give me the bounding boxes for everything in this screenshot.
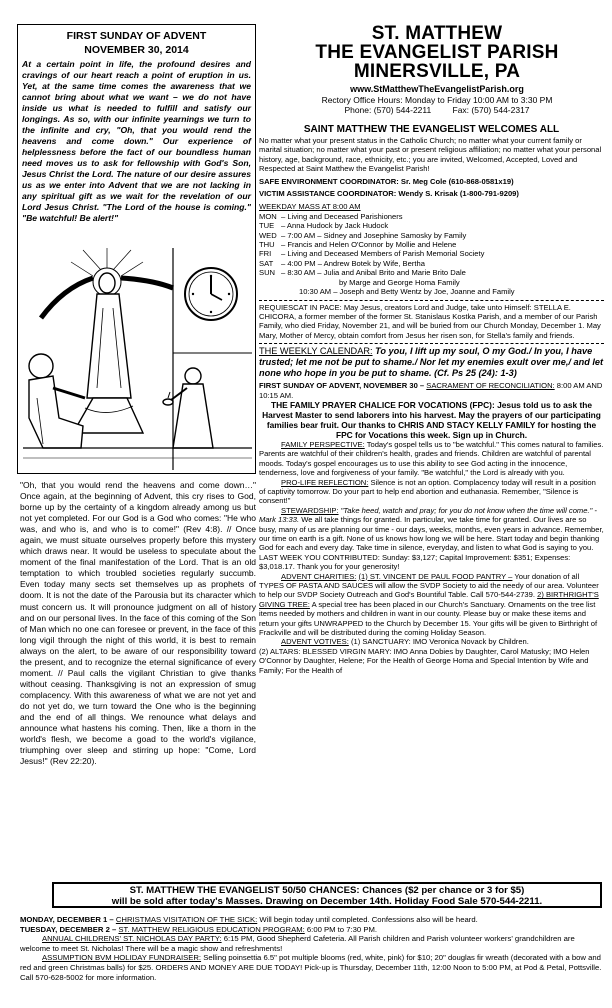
family-prayer-chalice: THE FAMILY PRAYER CHALICE FOR VOCATIONS (FPC): Jesus told us to ask the Harvest Master to send laborers into his harvest. May the prayers of our participating families bear fruit. Our thanks to CHRIS AND STACY KELLY FAMILY for hosting the FPC for Vocations this week. Sign up in Church. — [262, 399, 601, 440]
safe-environment-coordinator: SAFE ENVIRONMENT COORDINATOR: Sr. Meg Cole (610-868-0581x19) — [259, 176, 514, 186]
parish-title-line2: THE EVANGELIST PARISH — [315, 42, 559, 63]
mass-item — [259, 221, 604, 230]
mass-intention: – 4:00 PM – Andrew Botek by Wife, Bertha — [281, 258, 425, 268]
fax-number: Fax: (570) 544-2317 — [452, 105, 530, 115]
advent-reflection-box — [17, 24, 256, 474]
stewardship-text: We all take things for granted. In particular, we take time for granted. Our lives are so busy, many of us are planning our time - our days, weeks, months, even years in advance. Remember, our time on earth is a gift. None of us knows how long we will be here. Start today and begin thanking God for each and every day. Take time in silence, everyday, and listen to what God is saying to you. — [259, 515, 604, 553]
parish-title-line3: MINERSVILLE, PA — [353, 61, 521, 82]
weekly-calendar-label: THE WEEKLY CALENDAR: — [259, 346, 373, 357]
parish-title-line1: ST. MATTHEW — [371, 23, 503, 44]
mass-item — [259, 212, 604, 221]
parish-header — [272, 24, 602, 115]
mass-intention: – Living and Deceased Parishioners — [281, 211, 403, 221]
reconciliation-times: 8:00 AM AND 10:15 AM. — [259, 381, 603, 400]
fundraiser-text: Selling poinsettia 6.5" pot multiple blooms (red, white, pink) for $10; 20" douglas fir wreath (decorated with a bow and red and green Christmas balls) for $25. ORDERS AND MONEY ARE DUE TODAY! Pick-up is Thursday, December 11th, 12:00 Noon to 5:00 PM, at Pod & Petal, Pottsville. Call 570-628-5002 for more information. — [20, 953, 602, 982]
religious-education-label: ST. MATTHEW RELIGIOUS EDUCATION PROGRAM: — [118, 924, 305, 934]
jesus-returns-illustration — [23, 248, 252, 470]
advent-title — [18, 29, 255, 57]
welcome-title: SAINT MATTHEW THE EVANGELIST WELCOMES ALL — [303, 124, 560, 135]
stewardship-thanks: Thank you for your generosity! — [296, 562, 400, 572]
office-hours: Rectory Office Hours: Monday to Friday 10:00 AM to 3:30 PM — [321, 95, 553, 105]
contact-phones — [272, 105, 602, 115]
giving-tree-text: A special tree has been placed in our Church's Sanctuary. Ornaments on the tree list items needed by mothers and children in want in our county. Please buy or make these items and return your gifts UNWRAPPED to the Church by December 15. Your gifts will be given to Birthright of Frackville and will be distributed during the coming Holiday Season. — [259, 599, 598, 638]
parish-news-column — [259, 124, 604, 675]
victim-assistance-coordinator: VICTIM ASSISTANCE COORDINATOR: Wendy S. Krisak (1-800-791-9209) — [259, 189, 519, 199]
tuesday-label: TUESDAY, DECEMBER 2 – — [20, 924, 117, 934]
mass-item — [259, 268, 604, 277]
family-perspective — [259, 440, 604, 478]
mass-item — [259, 240, 604, 249]
advent-reflection-text: "Oh, that you would rend the heavens and come down…" Once again, at the beginning of Advent, this cry rises to God, borne up by the certainty of a kingdom already among us but not yet completed. For our God is a God who comes: "He who was, and who is, and who is to come!" (Rev 4:8). // Once again, we must situate ourselves properly before this mystery which draws near. It would be useless to speculate about the moment of the final manifestation of the Lord. That is an old temptation to which troubled societies regularly succumb. Even today many sects set themselves up as prophets of doom. It is not the date of the Parousia but its character which must concern us. It will pronounce judgment on all of history and on our personal lives. In the face of this coming of the Son of Man which no one can foresee or prevent, in the face of this long vigil through the night of this world, it is best to remain always on the alert, to be aware of our responsibility toward the present, and to recognize the eternal significance of every moment. // Paul calls the vigilant Christian to give thanks without ceasing. Thanksgiving is not an expression of smug complacency. With this awareness of what we are not yet and do not yet do, we turn toward the One who is the beginning and the end of all things. We renounce what delays and announce what hastens his coming. Then, like a thorn in the world's flesh, we become a goad to the world's vigilance, triumphing over sleep and stirring up hope: "Come, Lord Jesus!" (Rev 22:20). — [20, 480, 256, 767]
sunday-reconciliation — [259, 381, 604, 400]
food-pantry-text: Your donation of all TYPES OF PASTA AND SAUCES will allow the SVDP Society to aid the needy of our area. Volunteer to help our SVDP Society Outreach and God's Bountiful Table. Call 570-544-2739. — [259, 571, 599, 600]
weekly-events — [20, 915, 606, 982]
advent-votives — [259, 637, 604, 646]
mass-day: TUE — [259, 221, 275, 231]
parish-website-link[interactable]: www.StMatthewTheEvangelistParish.org — [350, 84, 524, 94]
religious-education-time: 6:00 PM to 7:30 PM. — [306, 924, 377, 934]
tuesday-event — [20, 925, 606, 935]
monday-event — [20, 915, 606, 925]
st-nicholas-label: ANNUAL CHILDRENS' ST. NICHOLAS DAY PARTY: — [42, 934, 222, 944]
phone-number: Phone: (570) 544-2211 — [344, 105, 432, 115]
mass-intention: – 8:30 AM – Julia and Anibal Brito and Marie Brito Dale — [281, 268, 466, 278]
advent-intro-text: At a certain point in life, the profound desires and cravings of our heart reach a point of eruption in us. Yet, at the same time comes the awareness that we cannot bring about what we want – we do not have inside us what is needed to fulfill and satisfy our longings. As so, with our infinite yearnings we turn to the infinite and cry, "Oh, that you would rend the heavens and come down." Our experience of helplessness before the fact of our boundless human need moves us to ask for fellowship with God's Son, Jesus Christ the Lord. The nature of our desire assures us as we enter into Advent that we are not lacking in any spiritual gift as we wait for the revelation of our Lord Jesus Christ. "The Lord of the house is coming." "Be watchful! Be alert!" — [22, 59, 251, 223]
banner-line1: ST. MATTHEW THE EVANGELIST 50/50 CHANCES: Chances ($2 per chance or 3 for $5) — [129, 885, 525, 896]
family-perspective-text: Today's gospel tells us to "be watchful." This comes natural to families. Parents are watchful of their children's health, grades and friends. Children are watchful of parental moods. Today's gospel encourages us to use this ability to see God acting in the innocence, tenderness, love and forgiveness of your family. "Be watchful," the Lord is already with you. — [259, 439, 604, 478]
mass-item — [259, 249, 604, 258]
banner-line2: will be sold after today's Masses. Drawing on December 14th. Holiday Food Sale 570-544-2211. — [111, 896, 543, 907]
sunday-mass-donors: by Marge and George Homa Family — [339, 277, 460, 287]
visitation-label: CHRISTMAS VISITATION OF THE SICK: — [115, 915, 258, 924]
mass-intention: – Anna Hudock by Jack Hudock — [281, 221, 389, 231]
advent-charities-label: ADVENT CHARITIES: — [281, 571, 357, 581]
mass-item — [259, 259, 604, 268]
family-perspective-label: FAMILY PERSPECTIVE: — [281, 439, 365, 449]
mass-intention: – Living and Deceased Members of Parish Memorial Society — [281, 249, 485, 259]
mass-day: FRI — [259, 249, 272, 259]
weekday-mass-heading: WEEKDAY MASS AT 8:00 AM — [259, 202, 361, 212]
welcome-text: No matter what your present status in the Catholic Church; no matter what your current family or marital situation; no matter what your past or present religious affiliation; no matter what your personal history, age, background, race, ethnicity, etc.; you are invited, Welcomed, Accepted, Loved and Respected at Saint Matthew the Evangelist Parish! — [259, 136, 602, 174]
stewardship-label: STEWARDSHIP: — [281, 505, 339, 515]
fifty-fifty-banner — [52, 882, 602, 908]
clock-icon — [185, 268, 237, 320]
entrance-antiphon: To you, I lift up my soul, O my God./ In you, I have trusted; let me not be put to shame./ Nor let my enemies exult over me,/ and let none who hope in you be put to shame. (Cf. Ps 25 (24): 1-3) — [259, 346, 604, 379]
contribution-label: LAST WEEK YOU CONTRIBUTED: — [259, 552, 380, 562]
requiescat-notice: REQUIESCAT IN PACE: May Jesus, creators Lord and Judge, take unto Himself: STELLA E. CHICORA, a former member of the former St. Stanislaus Kostka Parish, and a member of our Parish Family, who died Friday, November 21, and will be buried from our Church Monday, December 1. May Mary, Mother of Mercy, obtain comfort from Jesus her risen son, for Stella's family and friends. — [259, 302, 601, 340]
mass-day: WED — [259, 230, 277, 240]
st-nicholas-text: 6:15 PM, Good Shepherd Cafeteria. All Parish children and Parish volunteer workers' grandchildren are welcome to meet St. Nicholas! There will be a magic show and refreshments! — [20, 934, 575, 953]
contribution-amounts: Sunday: $3,127; Capital Improvement: $351; Expenses: $3,018.17. — [259, 552, 571, 572]
mass-item — [259, 231, 604, 240]
section-divider — [259, 343, 604, 344]
mass-intention: – 7:00 AM – Sidney and Josephine Samosky by Family — [281, 230, 467, 240]
mass-day: THU — [259, 240, 275, 250]
mass-day: SUN — [259, 268, 276, 278]
food-pantry-label: (1) ST. VINCENT DE PAUL FOOD PANTRY – — [358, 571, 513, 581]
fundraiser-label: ASSUMPTION BVM HOLIDAY FUNDRAISER: — [42, 953, 202, 963]
advent-title-line1: FIRST SUNDAY OF ADVENT — [66, 30, 207, 42]
weekly-calendar-intro — [259, 346, 604, 379]
pro-life-label: PRO-LIFE REFLECTION: — [281, 477, 369, 487]
pro-life-text: Silence is not an option. Complacency today will result in a position of captivity tomorrow. Do your part to help end abortion and euthanasia. Remember, "Silence is consent!" — [259, 477, 596, 506]
monday-label: MONDAY, DECEMBER 1 – — [20, 915, 114, 924]
stewardship-quote: "Take heed, watch and pray; for you do not know when the time will come." - Mark 13:33. — [259, 505, 597, 525]
advent-title-line2: NOVEMBER 30, 2014 — [84, 44, 189, 56]
giving-tree-label: 2) BIRTHRIGHT'S GIVING TREE: — [259, 590, 599, 609]
sunday-label: FIRST SUNDAY OF ADVENT, NOVEMBER 30 – — [259, 381, 425, 391]
st-nicholas-party — [20, 934, 606, 953]
section-divider — [259, 300, 604, 301]
mass-day: SAT — [259, 258, 274, 268]
advent-votives-label: ADVENT VOTIVES: — [281, 637, 349, 647]
holiday-fundraiser — [20, 953, 606, 982]
pro-life-reflection — [259, 478, 604, 506]
sunday-late-mass: 10:30 AM – Joseph and Betty Wentz by Joe, Joanne and Family — [299, 287, 515, 297]
mass-day: MON — [259, 211, 277, 221]
stewardship — [259, 506, 604, 572]
mass-intention: – Francis and Helen O'Connor by Mollie and Helene — [281, 240, 457, 250]
altar-votives: (2) ALTARS: BLESSED VIRGIN MARY: IMO Anna Dobies by Daughter, Carol Matusky; IMO Helen O'Connor by Daughter, Helene; For the Health of George Homa and Special Intention by Wife and Family; For the Health of — [259, 646, 590, 675]
reconciliation-label: SACRAMENT OF RECONCILIATION: — [426, 381, 555, 391]
visitation-text: Will begin today until completed. Confessions also will be heard. — [259, 915, 478, 924]
sanctuary-votive: (1) SANCTUARY: IMO Veronica Novack by Children. — [350, 637, 529, 647]
advent-charities — [259, 572, 604, 638]
mass-schedule-list — [259, 212, 604, 297]
